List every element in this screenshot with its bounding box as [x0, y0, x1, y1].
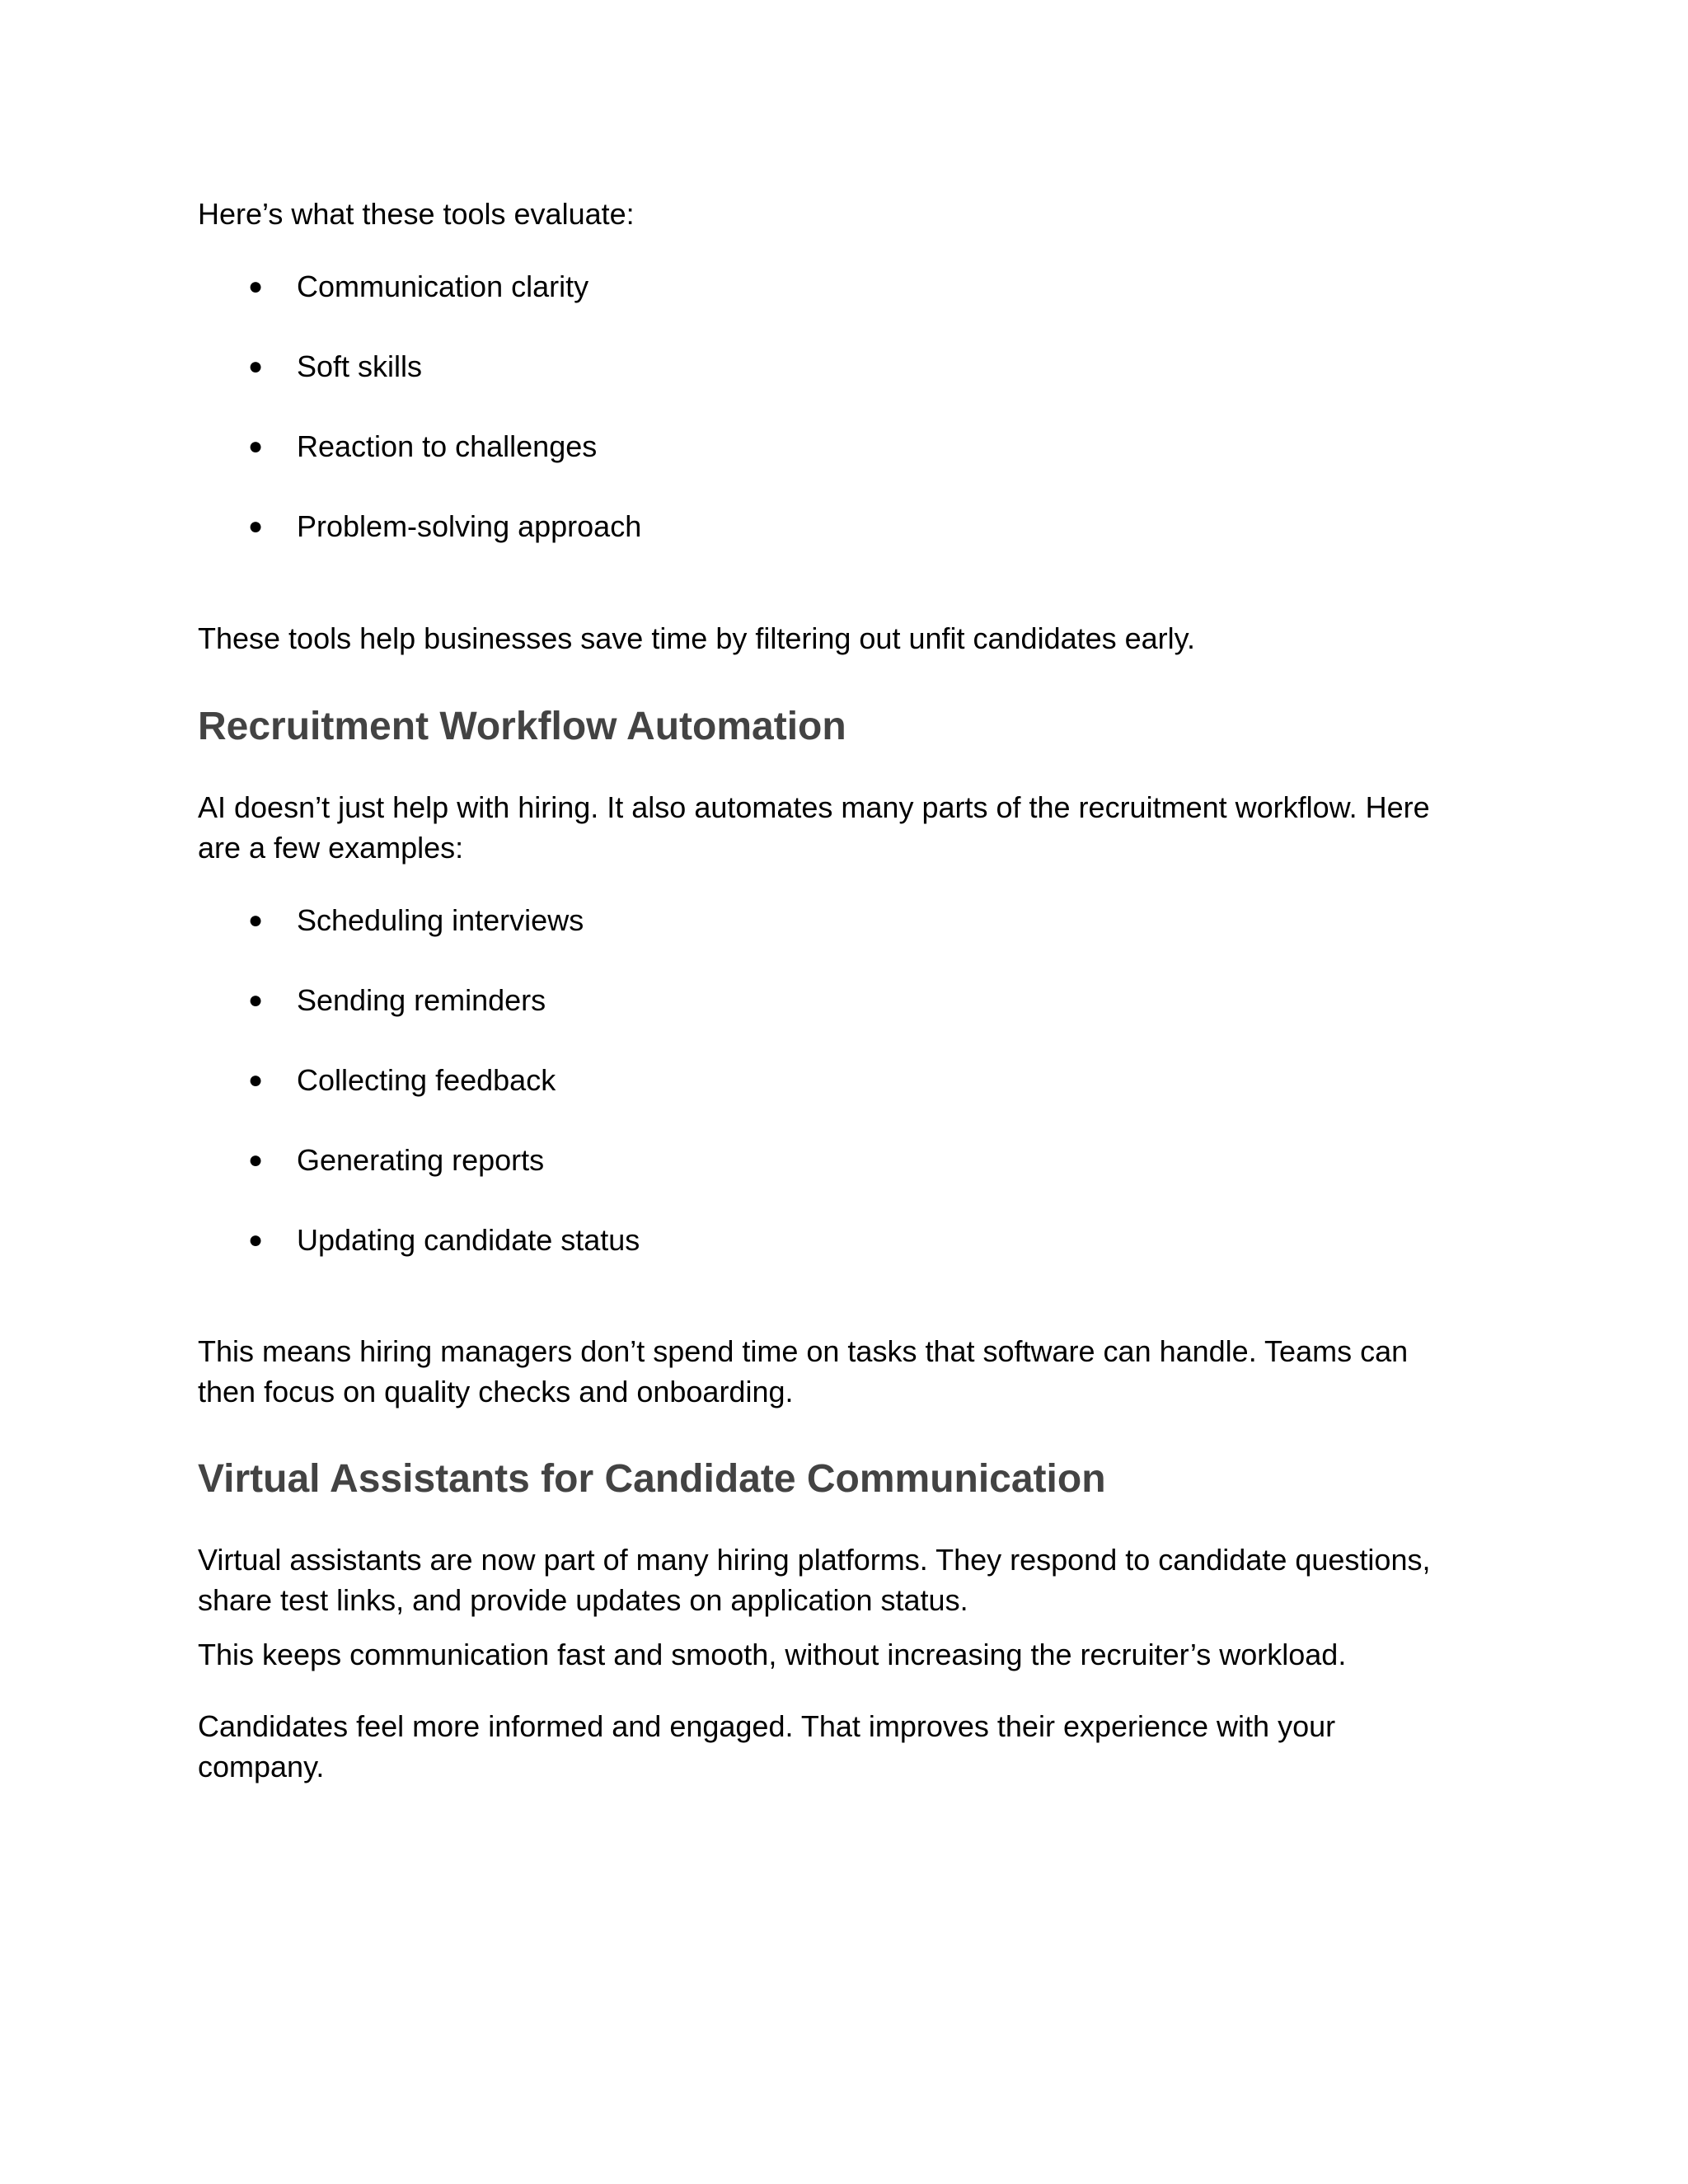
bullet-icon: ●	[248, 433, 264, 460]
list-item-text: Soft skills	[297, 349, 423, 383]
workflow-intro-line: are a few examples:	[198, 831, 464, 865]
bullet-icon: ●	[248, 1146, 264, 1174]
workflow-list	[198, 900, 1500, 1300]
list-item-text: Reaction to challenges	[297, 429, 598, 463]
section-heading-workflow: Recruitment Workflow Automation	[198, 705, 846, 748]
assistants-paragraph-line: company.	[198, 1750, 325, 1783]
bullet-icon: ●	[248, 353, 264, 380]
workflow-summary	[198, 1331, 1500, 1412]
assistants-paragraph-1	[198, 1540, 1500, 1620]
bullet-icon: ●	[248, 907, 264, 934]
list-item-text: Collecting feedback	[297, 1063, 556, 1097]
list-item-text: Sending reminders	[297, 983, 546, 1017]
bullet-icon: ●	[248, 1066, 264, 1094]
intro-paragraph: Here’s what these tools evaluate:	[198, 197, 635, 231]
assistants-paragraph-3	[198, 1706, 1500, 1787]
evaluation-list	[198, 266, 1500, 586]
section-heading-assistants: Virtual Assistants for Candidate Communication	[198, 1457, 1106, 1501]
list-item	[198, 1220, 1500, 1300]
list-item	[198, 900, 1500, 980]
bullet-icon: ●	[248, 987, 264, 1014]
list-item-text: Communication clarity	[297, 269, 589, 303]
evaluation-summary: These tools help businesses save time by filtering out unfit candidates early.	[198, 621, 1195, 655]
list-item	[198, 346, 1500, 426]
list-item-text: Generating reports	[297, 1143, 545, 1177]
workflow-intro-line: AI doesn’t just help with hiring. It also automates many parts of the recruitment workflow. Here	[198, 790, 1430, 824]
list-item	[198, 1060, 1500, 1140]
list-item-text: Problem-solving approach	[297, 509, 642, 543]
bullet-icon: ●	[248, 273, 264, 300]
list-item	[198, 506, 1500, 586]
workflow-summary-line: then focus on quality checks and onboarding.	[198, 1375, 794, 1408]
list-item	[198, 426, 1500, 506]
bullet-icon: ●	[248, 1226, 264, 1254]
list-item-text: Scheduling interviews	[297, 903, 584, 937]
workflow-intro	[198, 787, 1500, 868]
workflow-summary-line: This means hiring managers don’t spend time on tasks that software can handle. Teams can	[198, 1334, 1409, 1368]
assistants-paragraph-line: Virtual assistants are now part of many hiring platforms. They respond to candidate questions,	[198, 1543, 1431, 1577]
list-item-text: Updating candidate status	[297, 1223, 640, 1257]
bullet-icon: ●	[248, 513, 264, 540]
assistants-paragraph-line: share test links, and provide updates on application status.	[198, 1583, 968, 1617]
assistants-paragraph-2: This keeps communication fast and smooth, without increasing the recruiter’s workload.	[198, 1638, 1347, 1671]
list-item	[198, 1140, 1500, 1220]
assistants-paragraph-line: Candidates feel more informed and engaged. That improves their experience with your	[198, 1709, 1336, 1743]
list-item	[198, 266, 1500, 346]
list-item	[198, 980, 1500, 1060]
